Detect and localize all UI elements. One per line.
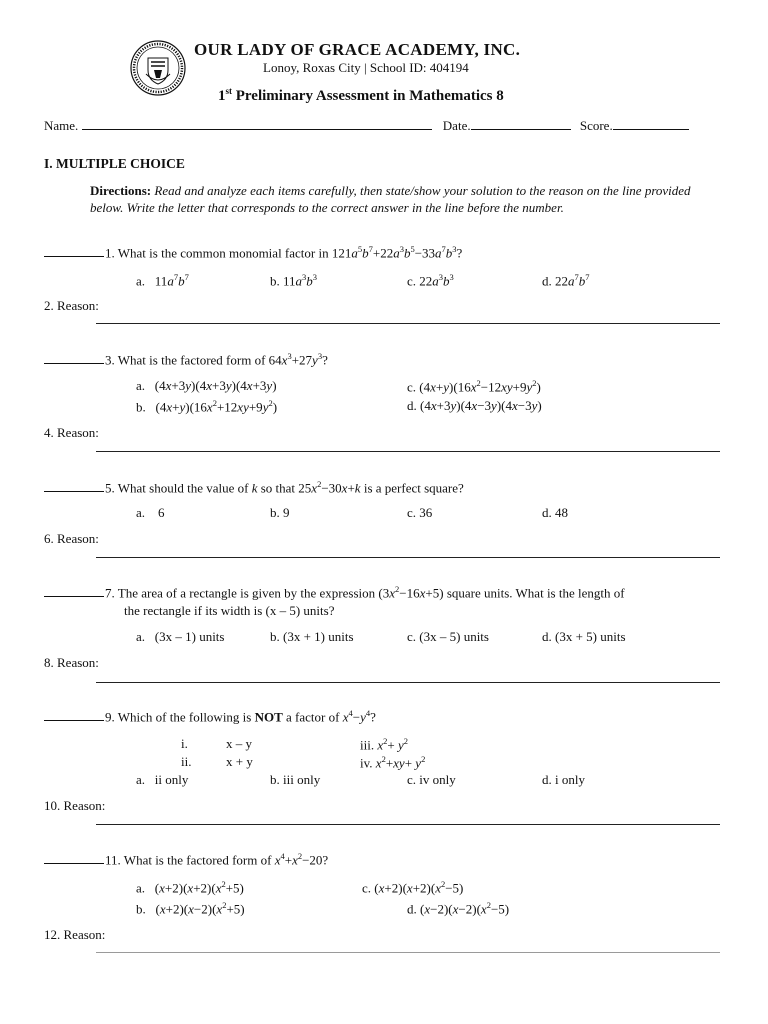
- answer-line-5[interactable]: [44, 480, 104, 492]
- reason-label-12: 12. Reason:: [44, 927, 106, 942]
- reason-label-6: 6. Reason:: [44, 531, 99, 546]
- student-info-row: [44, 117, 689, 134]
- q9-item-iii: iii. $x^2+ y^2$: [360, 736, 408, 753]
- q9-roman-ii: ii.: [181, 754, 192, 769]
- q3-option-b[interactable]: b. $(4x+y)(16x^2+12xy+9y^2)$: [136, 398, 278, 415]
- q11-option-a[interactable]: a. $(x+2)(x+2)(x^2+5)$: [136, 879, 244, 896]
- section-title: I. MULTIPLE CHOICE: [44, 156, 185, 171]
- score-field[interactable]: [613, 117, 689, 130]
- q9-option-d[interactable]: d. i only: [542, 772, 585, 787]
- reason-line-10[interactable]: [96, 824, 720, 825]
- q5-option-a[interactable]: a. 6: [136, 505, 165, 520]
- name-label: Name.: [44, 118, 79, 133]
- reason-line-2[interactable]: [96, 323, 720, 324]
- score-label: Score.: [579, 118, 613, 133]
- q7-option-b[interactable]: b. (3x + 1) units: [270, 629, 354, 644]
- date-label: Date.: [442, 118, 471, 133]
- reason-line-8[interactable]: [96, 682, 720, 683]
- q9-option-b[interactable]: b. iii only: [270, 772, 321, 787]
- reason-line-6[interactable]: [96, 557, 720, 558]
- q9-item-ii: x + y: [226, 754, 253, 769]
- q3-option-c[interactable]: c. $(4x+y)(16x^2-12xy+9y^2)$: [407, 378, 541, 395]
- q9-roman-i: i.: [181, 736, 188, 751]
- reason-label-2: 2. Reason:: [44, 298, 99, 313]
- reason-label-10: 10. Reason:: [44, 798, 106, 813]
- q9-item-i: x – y: [226, 736, 252, 751]
- question-9: 9. Which of the following is NOT a factor of $x^4-y^4$?: [44, 708, 376, 725]
- date-field[interactable]: [471, 117, 571, 130]
- q5-option-d[interactable]: d. 48: [542, 505, 568, 520]
- reason-label-8: 8. Reason:: [44, 655, 99, 670]
- reason-line-4[interactable]: [96, 451, 720, 452]
- q11-option-b[interactable]: b. $(x+2)(x-2)(x^2+5)$: [136, 900, 245, 917]
- q1-option-c[interactable]: c. $22a^3b^3$: [407, 272, 454, 289]
- directions: Directions: Read and analyze each items carefully, then state/show your solution to the reason on the line provided below. Write the letter that corresponds to the correct answer in the line before the number.: [90, 183, 691, 215]
- answer-line-1[interactable]: [44, 245, 104, 257]
- school-name: OUR LADY OF GRACE ACADEMY, INC.: [194, 40, 521, 59]
- reason-label-4: 4. Reason:: [44, 425, 99, 440]
- q7-option-a[interactable]: a. (3x – 1) units: [136, 629, 225, 644]
- q9-item-iv: iv. $x^2+xy+ y^2$: [360, 754, 426, 771]
- q9-option-a[interactable]: a. ii only: [136, 772, 189, 787]
- school-address: Lonoy, Roxas City | School ID: 404194: [263, 60, 469, 75]
- answer-line-9[interactable]: [44, 709, 104, 721]
- question-1: 1. What is the common monomial factor in $121a^5b^7+22a^3b^5-33a^7b^3$?: [44, 244, 462, 261]
- q11-option-c[interactable]: c. $(x+2)(x+2)(x^2-5)$: [362, 879, 464, 896]
- reason-line-12[interactable]: [96, 952, 720, 953]
- question-5: 5. What should the value of k so that $25x^2-30x+k$ is a perfect square?: [44, 479, 464, 496]
- q5-option-c[interactable]: c. 36: [407, 505, 433, 520]
- question-3: 3. What is the factored form of $64x^3+27y^3$?: [44, 351, 328, 368]
- name-field[interactable]: [82, 117, 432, 130]
- answer-line-11[interactable]: [44, 852, 104, 864]
- question-7-cont: the rectangle if its width is (x – 5) units?: [124, 603, 335, 618]
- q3-option-d[interactable]: d. (4x+3y)(4x−3y)(4x−3y): [407, 398, 542, 413]
- answer-line-3[interactable]: [44, 352, 104, 364]
- q9-option-c[interactable]: c. iv only: [407, 772, 456, 787]
- q1-option-b[interactable]: b. $11a^3b^3$: [270, 272, 318, 289]
- q1-option-a[interactable]: a. $11a^7b^7$: [136, 272, 189, 289]
- question-7: 7. The area of a rectangle is given by the expression $(3x^2-16x+5)$ square units. What is the length of: [44, 584, 625, 601]
- q1-option-d[interactable]: d. $22a^7b^7$: [542, 272, 590, 289]
- school-seal-logo: [130, 40, 186, 96]
- q11-option-d[interactable]: d. $(x-2)(x-2)(x^2-5)$: [407, 900, 510, 917]
- q3-option-a[interactable]: a. (4x+3y)(4x+3y)(4x+3y): [136, 378, 277, 393]
- page-title: 1st Preliminary Assessment in Mathematics 8: [218, 86, 504, 104]
- answer-line-7[interactable]: [44, 585, 104, 597]
- question-11: 11. What is the factored form of $x^4+x^2-20$?: [44, 851, 328, 868]
- q7-option-d[interactable]: d. (3x + 5) units: [542, 629, 626, 644]
- q7-option-c[interactable]: c. (3x – 5) units: [407, 629, 489, 644]
- q5-option-b[interactable]: b. 9: [270, 505, 290, 520]
